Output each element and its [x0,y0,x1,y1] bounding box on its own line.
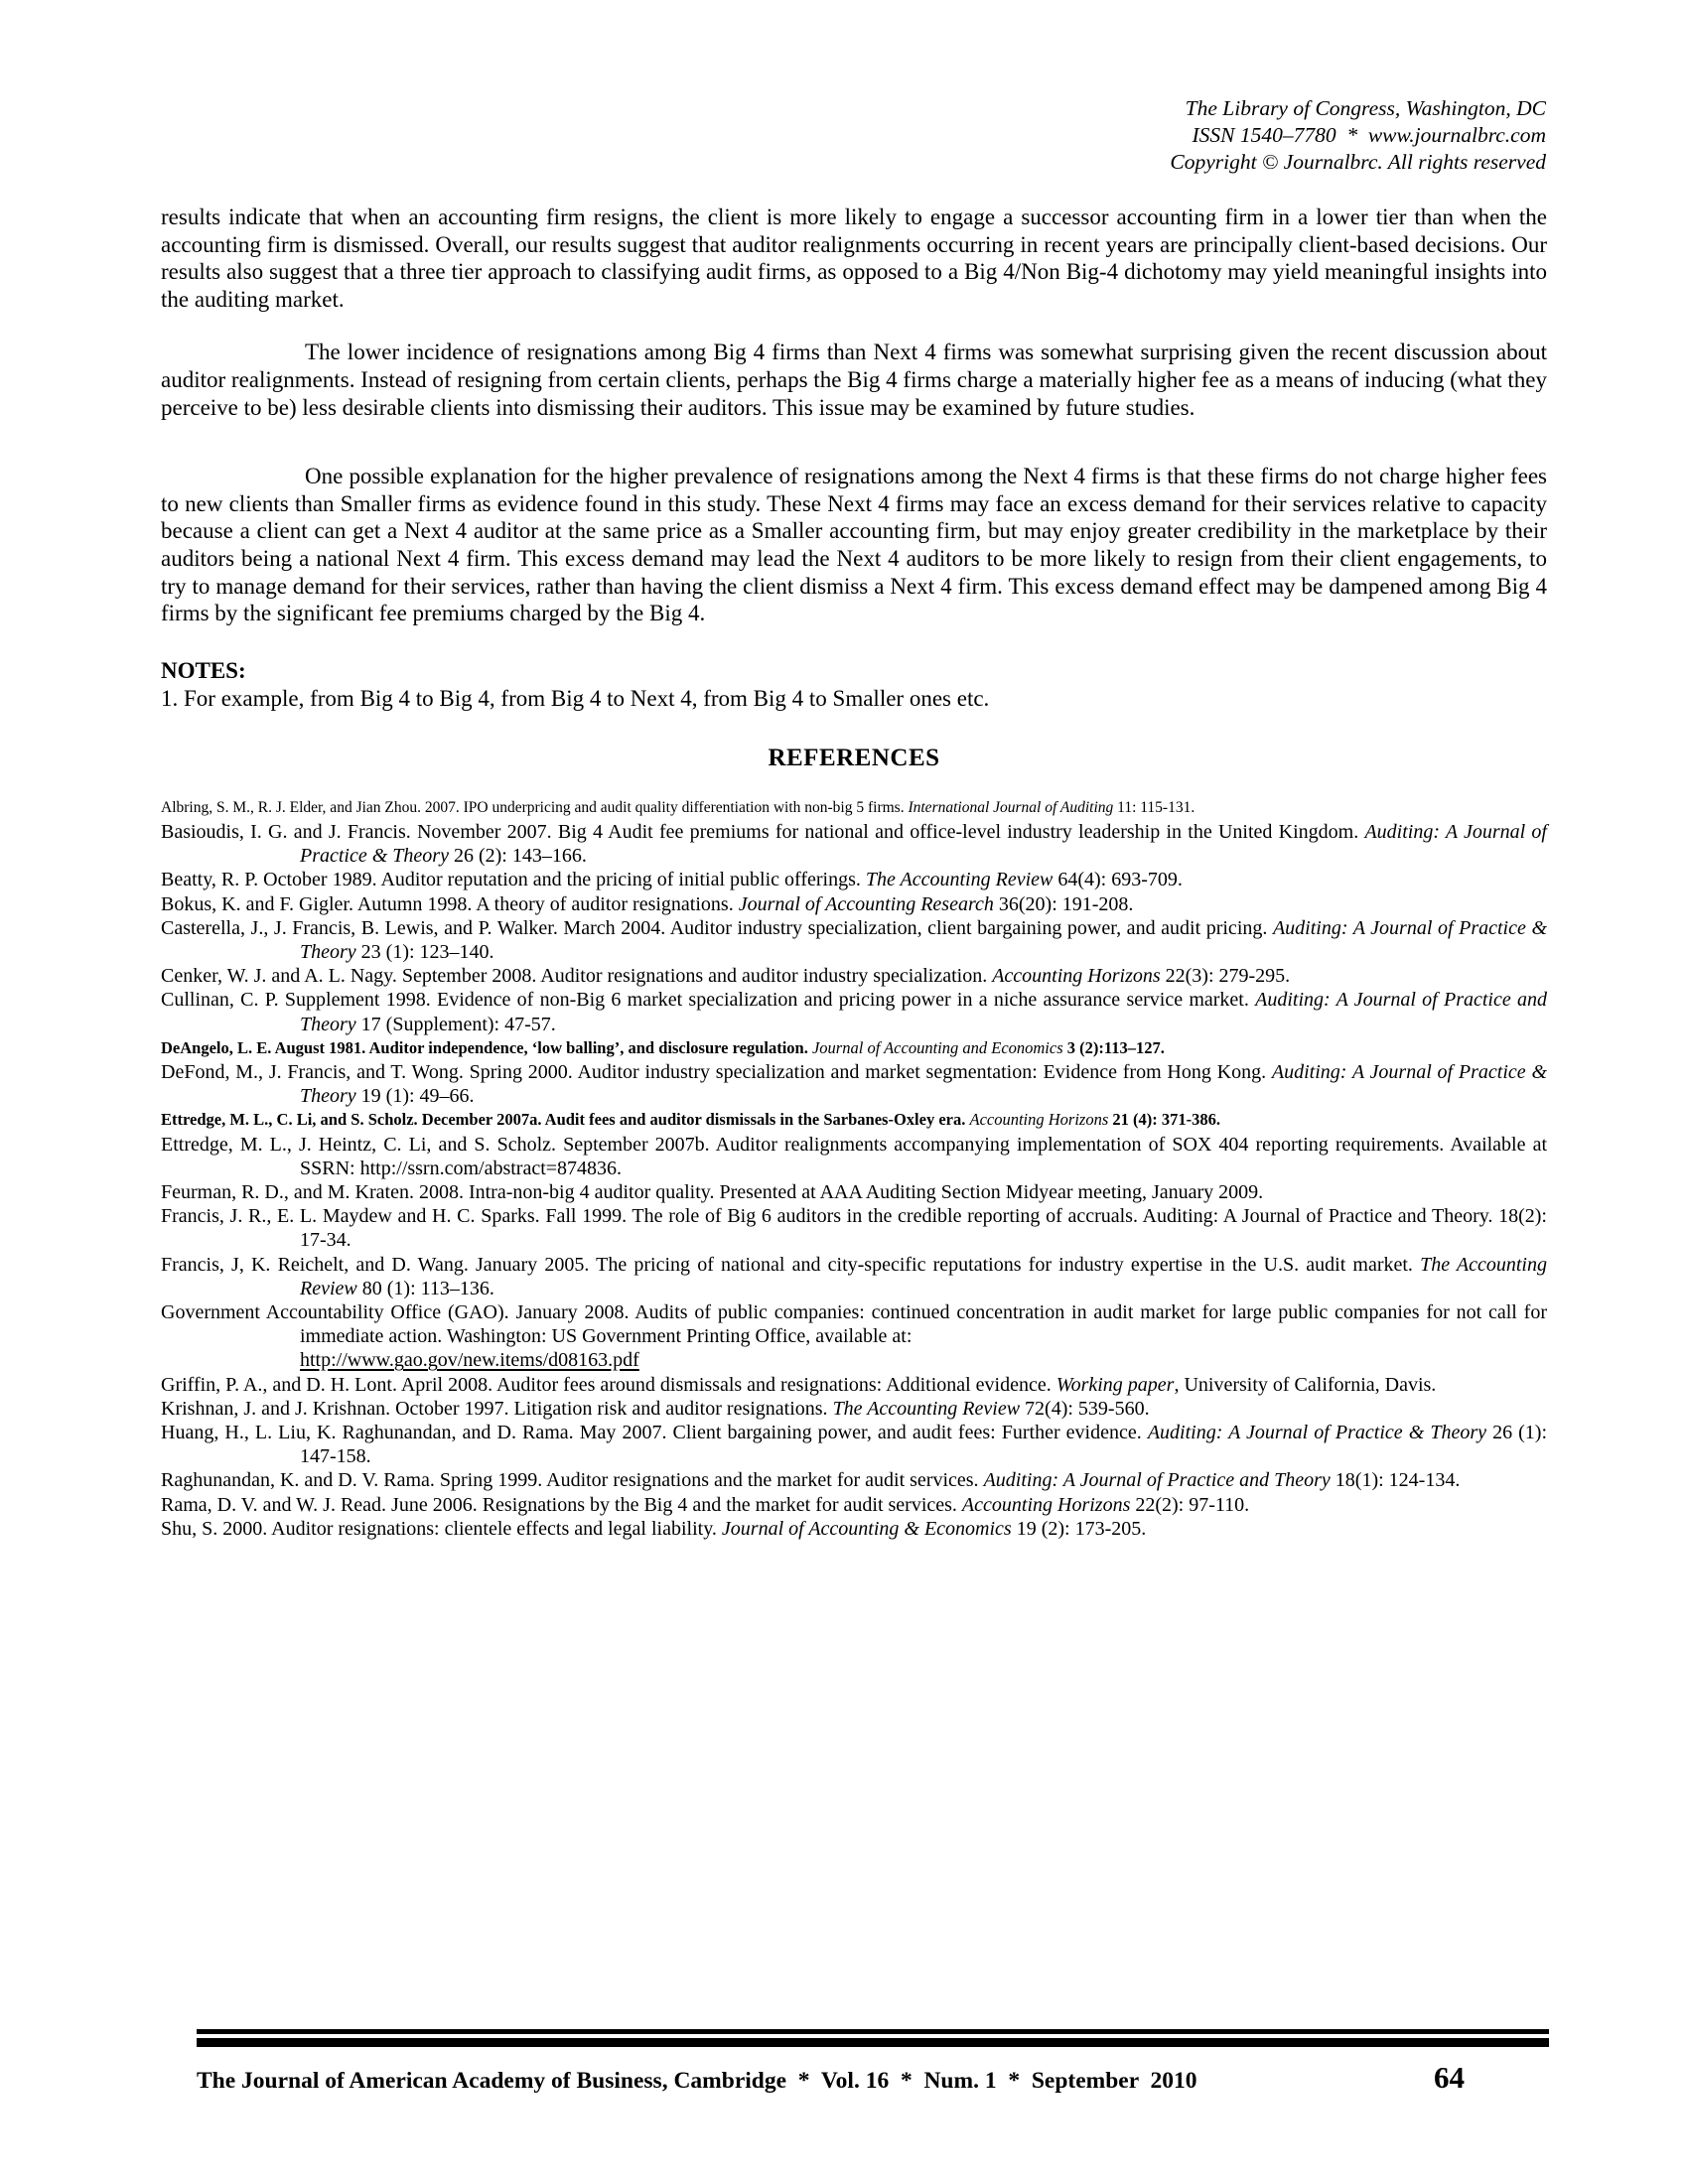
reference-entry [161,892,1547,916]
reference-entry [161,1493,1547,1517]
reference-text: Auditing: A Journal of Practice and Theory [300,989,1547,1035]
reference-entry [161,1517,1547,1541]
reference-entry [161,1373,1547,1397]
reference-text: 22(2): 97-110. [1130,1493,1250,1516]
reference-text: 26 (1): 147-158. [300,1422,1548,1468]
reference-text: 19 (1): 49–66. [355,1085,475,1108]
reference-text: Accounting Horizons [961,1493,1131,1516]
body-paragraph: results indicate that when an accounting firm resigns, the client is more likely to engage a successor accounting firm in a lower tier than when the accounting firm is dismissed. Overall, our results suggest that auditor realignments occurring in recent years are principally client-based decisions. Our results also suggest that a three tier approach to classifying audit firms, as opposed to a Big 4/Non Big-4 dichotomy may yield meaningful insights into the auditing market. [161,205,1547,312]
note-item: 1. For example, from Big 4 to Big 4, from Big 4 to Next 4, from Big 4 to Smaller ones etc. [161,685,990,711]
reference-text: Journal of Accounting & Economics [721,1517,1012,1540]
notes-heading: NOTES: [161,657,246,683]
reference-text: 22(3): 279-295. [1160,965,1291,988]
reference-entry [161,1133,1547,1180]
footer-page-number: 64 [1434,2060,1465,2095]
footer-journal-line: The Journal of American Academy of Business, Cambridge * Vol. 16 * Num. 1 * September 2010 [197,2068,1197,2094]
reference-entry [161,1108,1547,1132]
reference-entry [161,1180,1547,1204]
reference-text: Huang, H., L. Liu, K. Raghunandan, and D. Rama. May 2007. Client bargaining power, and audit fees: Further evidence. [161,1422,1148,1443]
reference-text: Auditing: A Journal of Practice & Theory [300,1060,1547,1108]
reference-text: Cenker, W. J. and A. L. Nagy. September 2008. Auditor resignations and auditor industry specialization. [161,965,993,988]
reference-entry [161,1204,1547,1252]
reference-text: 19 (2): 173-205. [1011,1517,1147,1540]
reference-text: , University of California, Davis. [1174,1373,1437,1396]
reference-text: Raghunandan, K. and D. V. Rama. Spring 1999. Auditor resignations and the market for audit services. [161,1469,984,1492]
reference-text: The Accounting Review [832,1397,1021,1420]
reference-text: Journal of Accounting and Economics [811,1037,1063,1057]
reference-text: Auditing: A Journal of Practice & Theory [1147,1422,1486,1443]
reference-text: Journal of Accounting Research [738,892,994,915]
reference-entry [161,1253,1547,1300]
reference-text: Ettredge, M. L., C. Li, and S. Scholz. December 2007a. Audit fees and auditor dismissals in the Sarbanes-Oxley era. [161,1110,970,1130]
reference-entry [161,964,1547,988]
reference-text: Griffin, P. A., and D. H. Lont. April 2008. Auditor fees around dismissals and resignations: Additional evidence. [161,1373,1056,1396]
reference-text: Basioudis, I. G. and J. Francis. November 2007. Big 4 Audit fee premiums for national and office-level industry leadership in the United Kingdom. [161,820,1365,843]
reference-entry [161,916,1547,964]
reference-text: 72(4): 539-560. [1020,1397,1150,1420]
reference-text: Casterella, J., J. Francis, B. Lewis, and P. Walker. March 2004. Auditor industry specialization, client bargaining power, and audit pricing. [161,916,1273,939]
reference-entry [161,1036,1547,1060]
reference-text: 26 (2): 143–166. [448,845,587,868]
reference-entry [161,820,1547,868]
reference-text: DeAngelo, L. E. August 1981. Auditor independence, ‘low balling’, and disclosure regulation. [161,1037,812,1057]
reference-entry [161,1300,1547,1373]
reference-text: Feurman, R. D., and M. Kraten. 2008. Intra-non-big 4 auditor quality. Presented at AAA Auditing Section Midyear meeting, January 2009. [161,1180,1264,1203]
reference-text: Rama, D. V. and W. J. Read. June 2006. Resignations by the Big 4 and the market for audit services. [161,1493,962,1516]
body-paragraph: One possible explanation for the higher prevalence of resignations among the Next 4 firms is that these firms do not charge higher fees to new clients than Smaller firms as evidence found in this study. These Next 4 firms may face an excess demand for their services relative to capacity because a client can get a Next 4 auditor at the same price as a Smaller accounting firm, but may enjoy greater credibility in the marketplace by their auditors being a national Next 4 firm. This excess demand may lead the Next 4 auditors to be more likely to resign from their client engagements, to try to manage demand for their services, rather than having the client dismiss a Next 4 firm. This excess demand effect may be dampened among Big 4 firms by the significant fee premiums charged by the Big 4. [161,464,1547,626]
reference-text: Auditing: A Journal of Practice and [983,1469,1270,1492]
reference-text: Francis, J, K. Reichelt, and D. Wang. January 2005. The pricing of national and city-specific reputations for industry expertise in the U.S. audit market. [161,1253,1421,1276]
reference-entry [161,796,1547,820]
page-header [1170,95,1546,176]
reference-text: Working paper [1055,1373,1175,1396]
reference-entry [161,1421,1547,1468]
reference-text: 80 (1): 113–136. [356,1277,494,1299]
reference-text: Krishnan, J. and J. Krishnan. October 1997. Litigation risk and auditor resignations. [161,1397,833,1420]
reference-text: DeFond, M., J. Francis, and T. Wong. Spring 2000. Auditor industry specialization and market segmentation: Evidence from Hong Kong. [161,1060,1272,1083]
references-heading: REFERENCES [768,744,940,771]
reference-text: 3 (2):113–127. [1062,1037,1165,1057]
footer-rule-thick [197,2038,1549,2047]
reference-text: Ettredge, M. L., J. Heintz, C. Li, and S. Scholz. September 2007b. Auditor realignments accompanying implementation of SOX 404 reporting requirements. Available at SSRN: http://ssrn.com/abstract=874836. [161,1133,1547,1179]
page-footer [197,2029,1549,2096]
reference-entry [161,868,1547,891]
reference-entry [161,1060,1547,1108]
reference-text: Albring, S. M., R. J. Elder, and Jian Zhou. 2007. IPO underpricing and audit quality differentiation with non-big 5 firms. [161,798,909,816]
body-paragraph: The lower incidence of resignations among Big 4 firms than Next 4 firms was somewhat surprising given the recent discussion about auditor realignments. Instead of resigning from certain clients, perhaps the Big 4 firms charge a materially higher fee as a means of inducing (what they perceive to be) less desirable clients into dismissing their auditors. This issue may be examined by future studies. [161,340,1547,420]
header-line-copyright: Copyright © Journalbrc. All rights reserved [1170,150,1546,174]
reference-text: 11: 115-131. [1113,798,1196,816]
reference-text: Accounting Horizons [992,965,1161,988]
reference-text: 64(4): 693-709. [1053,869,1183,891]
reference-text: Bokus, K. and F. Gigler. Autumn 1998. A theory of auditor resignations. [161,892,739,915]
header-line-publisher: The Library of Congress, Washington, DC [1185,96,1546,120]
reference-text: Cullinan, C. P. Supplement 1998. Evidence of non-Big 6 market specialization and pricing power in a niche assurance service market. [161,989,1256,1012]
reference-text: 36(20): 191-208. [993,892,1134,915]
reference-text: Accounting Horizons [969,1110,1109,1130]
reference-text: International Journal of Auditing [908,798,1114,816]
reference-text: 21 (4): 371-386. [1108,1110,1221,1130]
reference-entry [161,1468,1547,1492]
reference-link[interactable]: http://www.gao.gov/new.items/d08163.pdf [300,1349,639,1372]
reference-text: Theory [1274,1469,1331,1492]
main-text [161,204,1547,1541]
header-line-issn: ISSN 1540–7780 * www.journalbrc.com [1192,123,1546,147]
reference-text: Auditing: A Journal of Practice & Theory [300,916,1547,963]
reference-list [161,796,1547,1541]
reference-text: Auditing: A Journal of Practice & Theory [300,820,1547,868]
reference-text: 23 (1): 123–140. [355,940,494,963]
reference-text: Beatty, R. P. October 1989. Auditor reputation and the pricing of initial public offerings. [161,869,866,891]
reference-text: The Accounting Review [865,869,1054,891]
footer-row [197,2060,1549,2096]
reference-text: Francis, J. R., E. L. Maydew and H. C. Sparks. Fall 1999. The role of Big 6 auditors in the credible reporting of accruals. Auditing: A Journal of Practice and Theory. 18(2): 17-34. [161,1205,1547,1252]
reference-entry [161,1397,1547,1421]
reference-text: Government Accountability Office (GAO). January 2008. Audits of public companies: continued concentration in audit market for large public companies for not call for immediate action. Washington: US Government Printing Office, available at: [161,1300,1547,1348]
reference-entry [161,988,1547,1035]
reference-text: 17 (Supplement): 47-57. [355,1013,556,1035]
reference-text: 18(1): 124-134. [1330,1469,1461,1492]
reference-text: Shu, S. 2000. Auditor resignations: clientele effects and legal liability. [161,1517,722,1540]
reference-text: The Accounting Review [300,1253,1547,1299]
